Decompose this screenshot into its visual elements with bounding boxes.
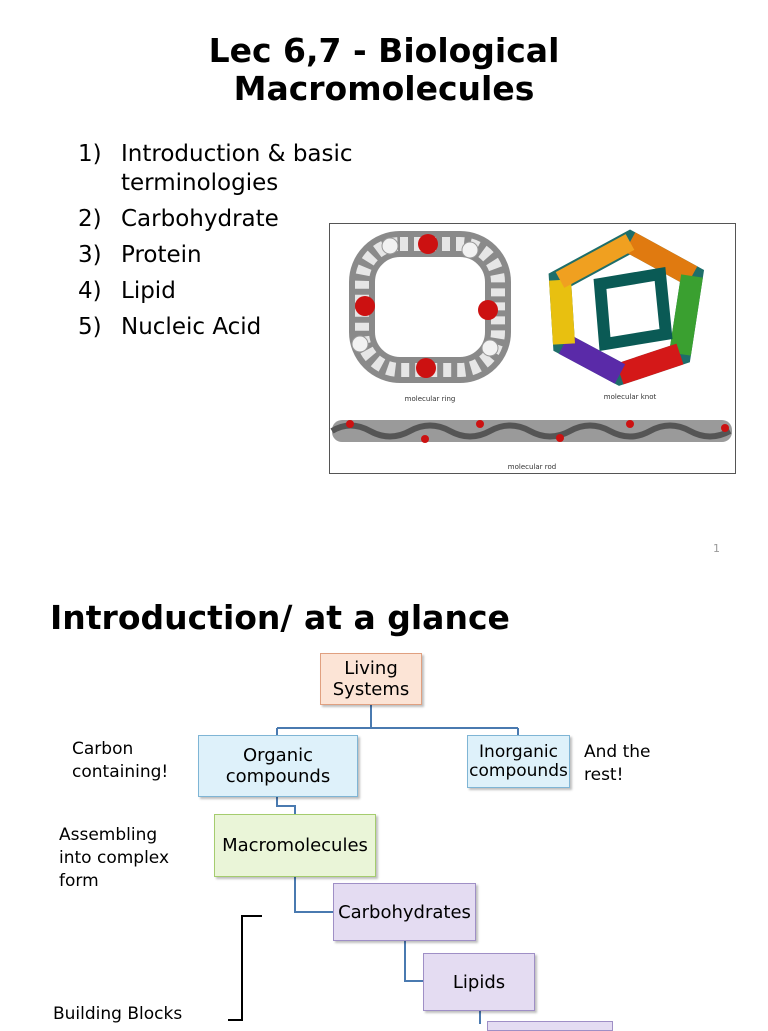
macromolecules-box: Macromolecules [214, 814, 376, 877]
topic-number: 4) [78, 278, 102, 304]
living-systems-box: Living Systems [320, 653, 422, 705]
carbohydrates-box: Carbohydrates [333, 883, 476, 941]
topic-text: Carbohydrate [121, 206, 279, 232]
inorganic-compounds-box: Inorganic compounds [467, 735, 570, 788]
topic-text: Introduction & basic terminologies [121, 141, 353, 196]
intro-title: Introduction/ at a glance [50, 598, 510, 637]
slide-number: 1 [713, 542, 720, 555]
topic-number: 3) [78, 242, 102, 268]
topic-text: Protein [121, 242, 202, 268]
next-box-partial [487, 1021, 613, 1031]
topic-number: 1) [78, 141, 102, 167]
molecular-rod-caption: molecular rod [507, 463, 557, 471]
topic-text: Lipid [121, 278, 176, 304]
topic-text: Nucleic Acid [121, 314, 262, 340]
topic-number: 2) [78, 206, 102, 232]
assembling-note: Assembling into complex form [59, 825, 170, 891]
molecular-knot-caption: molecular knot [603, 393, 657, 401]
lipids-box: Lipids [423, 953, 535, 1011]
carbon-containing-note: Carbon containing! [72, 739, 169, 782]
slide-title-line-1: Lec 6,7 - Biological [208, 31, 560, 70]
molecular-ring-caption: molecular ring [404, 395, 456, 403]
and-the-rest-note: And the rest! [584, 742, 651, 785]
organic-compounds-box: Organic compounds [198, 735, 358, 797]
building-blocks-note: Building Blocks [53, 1004, 183, 1024]
topic-number: 5) [78, 314, 102, 340]
slide-title-line-2: Macromolecules [233, 69, 535, 108]
